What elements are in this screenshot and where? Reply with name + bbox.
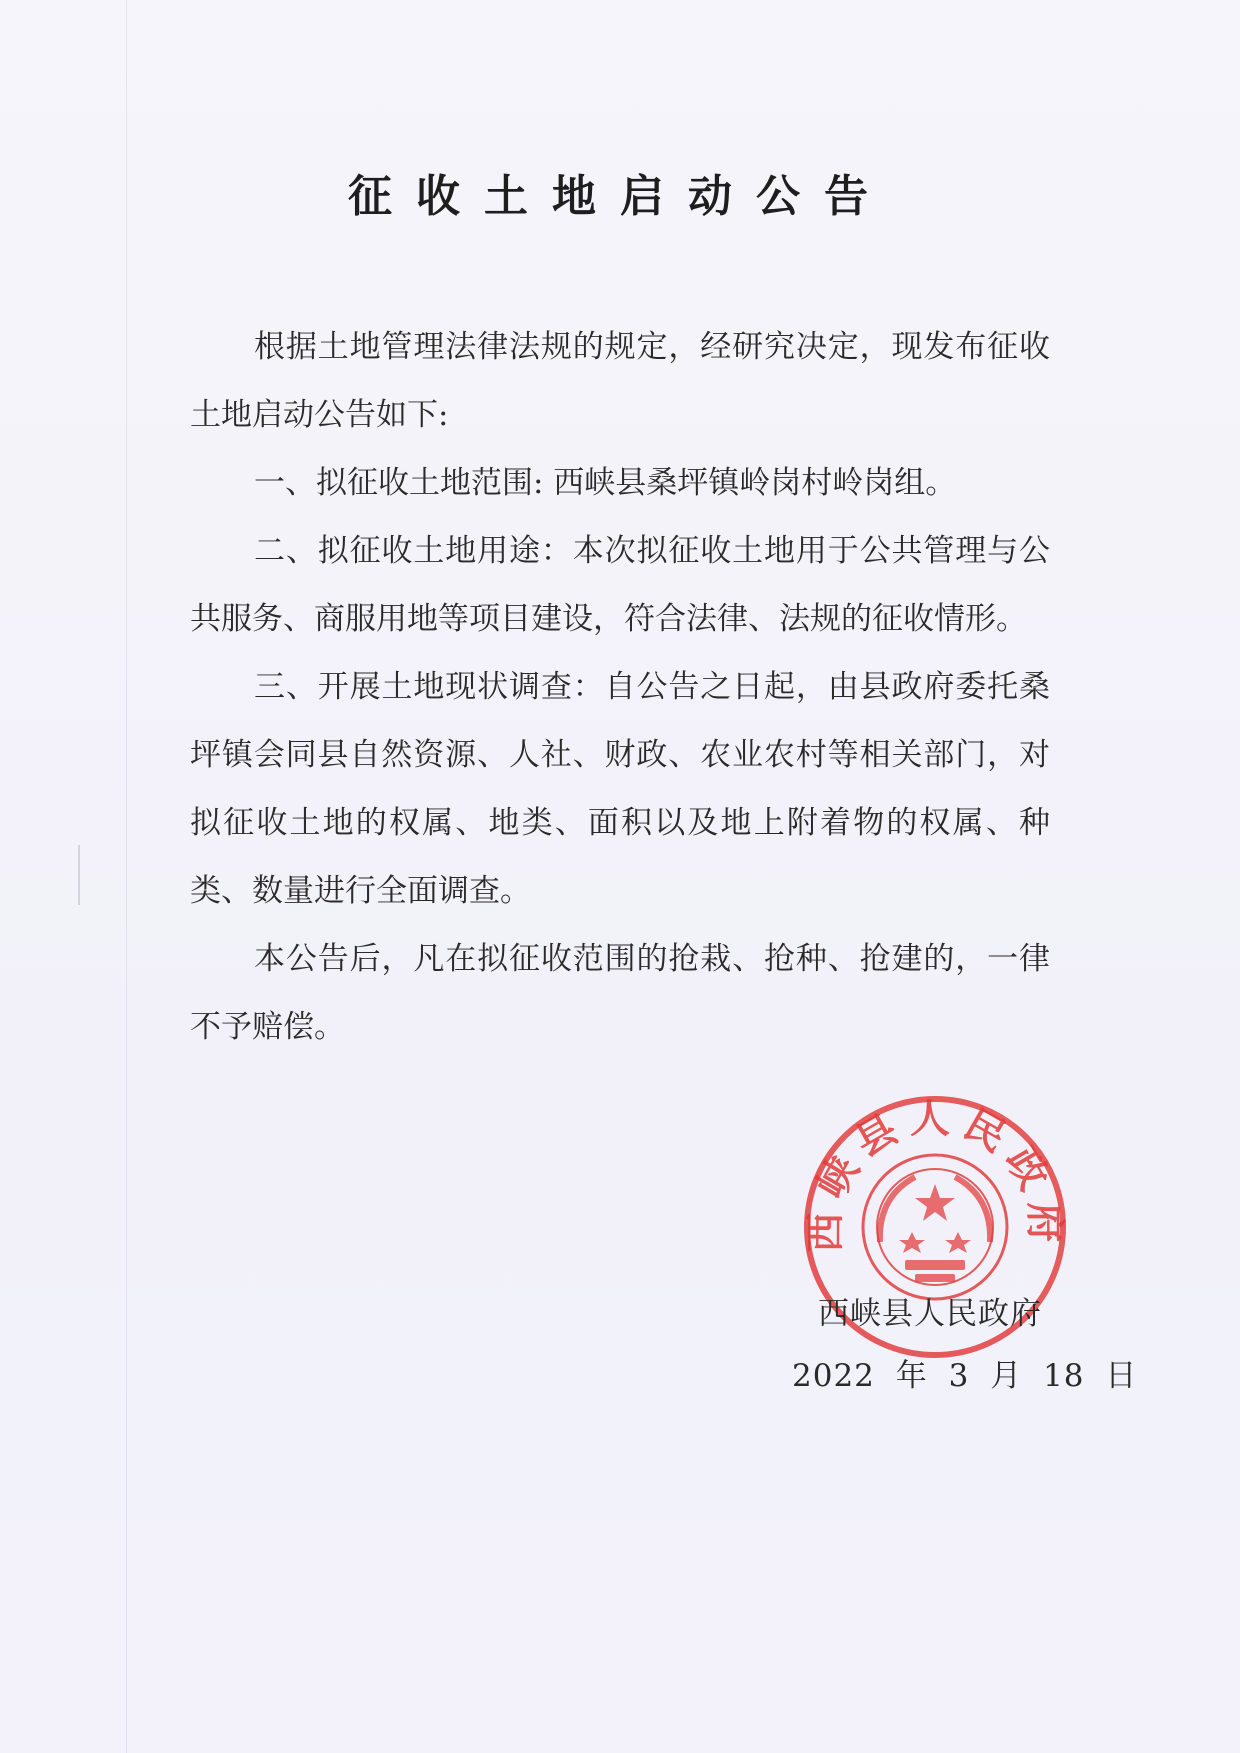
date-day-unit: 日: [1105, 1358, 1138, 1394]
paragraph-scope: 一、拟征收土地范围: 西峡县桑坪镇岭岗村岭岗组。: [254, 465, 957, 501]
date-year: 2022: [792, 1358, 875, 1394]
seal-emblem: [880, 1177, 990, 1282]
issuer-signature: 西峡县人民政府: [818, 1296, 1042, 1332]
paragraph-intro: 根据土地管理法律法规的规定，经研究决定，现发布征收土地启动公告如下:: [190, 329, 1050, 433]
scan-edge-line: [126, 0, 127, 1753]
date-month-unit: 月: [990, 1358, 1023, 1394]
date-month: 3: [948, 1358, 970, 1394]
seal-text: 西峡县人民政府: [802, 1096, 1068, 1253]
scan-mark: [78, 845, 80, 905]
document-body: [190, 313, 1050, 1061]
paragraph-notice: 本公告后，凡在拟征收范围的抢栽、抢种、抢建的，一律不予赔偿。: [190, 941, 1050, 1045]
date-day: 18: [1043, 1358, 1085, 1394]
issue-date: [792, 1350, 1147, 1395]
date-year-unit: 年: [895, 1358, 928, 1394]
paragraph-purpose: 二、拟征收土地用途：本次拟征收土地用于公共管理与公共服务、商服用地等项目建设，符合法律、法规的征收情形。: [190, 533, 1050, 637]
document-title: 征收土地启动公告: [348, 171, 892, 222]
paragraph-survey: 三、开展土地现状调查：自公告之日起，由县政府委托桑坪镇会同县自然资源、人社、财政、农业农村等相关部门，对拟征收土地的权属、地类、面积以及地上附着物的权属、种类、数量进行全面调查。: [190, 669, 1050, 909]
